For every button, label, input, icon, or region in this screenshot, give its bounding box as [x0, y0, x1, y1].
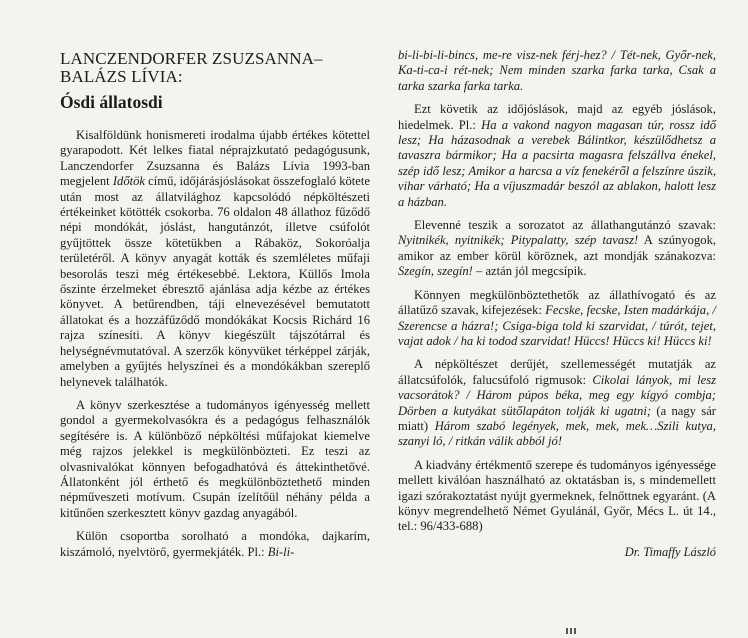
rhyme-example-continued: [398, 48, 716, 94]
book-title: Időtök: [112, 174, 146, 189]
call-examples: Fecske, fecske, Isten madárkája, / Szerencse a házra!; Csiga-biga told ki szarvidat, / túrót, tejet, vajat adok / ha ki todod szarvidat! Hüccs! Hüccs ki! Hüccs ki!: [398, 303, 716, 348]
article-title: Ósdi állatosdi: [60, 92, 163, 112]
paragraph-mockery-text-a: A népköltészet derűjét, szellemességét mutatják az állatcsúfolók, falucsúfoló rigmusok:: [398, 357, 716, 387]
sound-examples: Nyitnikék, nyitnikék; Pitypalatty, szép tavasz!: [398, 233, 639, 248]
paragraph-rhymes-text: Külön csoportba sorolható a mondóka, dajkarím, kiszámoló, nyelvtörő, gyermekjáték. Pl.:: [60, 529, 370, 559]
paragraph-calls-text: Könnyen megkülönböztethetők az állathívogató és az állatűző szavak, kifejezések:: [398, 287, 716, 318]
paragraph-mockery: [398, 357, 716, 449]
author-line-1: LANCZENDORFER ZSUZSANNA–: [60, 49, 323, 68]
signature: Dr. Timaffy László: [624, 544, 716, 559]
paragraph-forecasts: [398, 102, 716, 210]
mosquito-saying: Szegín, szegín!: [398, 264, 473, 279]
mockery-examples-b: Három szabó legények, mek, mek, mek…Szili kutya, szanyi ló, / ritkán válik abból jó!: [398, 418, 716, 449]
left-column: [60, 128, 370, 560]
paragraph-intro-text-a: Kisalföldünk honismereti irodalma újabb értékes kötettel gyarapodott. Két lelkes fiatal néprajzkutató pedagógusunk, Lanczendorfer Zsuzsanna és Balázs Lívia 1993-ban megjelent: [60, 128, 370, 189]
paragraph-sounds-text-a: Elevenné teszik a sorozatot az állathangutánzó szavak:: [414, 218, 716, 233]
paragraph-calls: [398, 288, 716, 350]
forecast-examples: Ha a vakond nagyon magasan túr, rossz idő lesz; Ha házasodnak a verebek Bálintkor, készülődhetsz a tavaszra bármikor; Ha a pacsirta magasra felszállva énekel, szép idő lesz; Amikor a harcsa a víz fenekéről a felszínre úszik, vihar várható; Ha a víjuszmadár beszól az ablakon, halott lesz a házban.: [398, 117, 716, 209]
paragraph-mockery-text-b: (a nagy sár miatt): [398, 403, 716, 433]
article-heading: [60, 50, 370, 112]
rhyme-example-text: bi-li-bi-li-bincs, me-re visz-nek férj-hez? / Tét-nek, Győr-nek, Ka-ti-ca-i rét-nek; Nem minden szarka farka tarka, Csak a tarka szarka farka tarka.: [398, 48, 716, 93]
paragraph-rhymes: [60, 529, 370, 560]
rhyme-example-start: Bi-li-: [267, 544, 295, 559]
right-column: [398, 48, 716, 560]
paragraph-sounds-text-c: – aztán jól megcsípik.: [472, 264, 587, 279]
paragraph-intro: [60, 128, 370, 390]
paragraph-sounds-text-b: A szúnyogok, amikor az ember körül köröznek, azt mondják szánakozva:: [398, 233, 717, 263]
paragraph-sounds: [398, 218, 716, 280]
paragraph-editing: A könyv szerkesztése a tudományos igényesség mellett gondol a gyermekolvasókra és a pedagógus felhasználók segítésére is. A különböző népköltési műfajokat kiemelve még rajzos jelekkel is megkülönbözteti. Ez teszi az olvasnivalókat könnyen befogadhatóvá és áttekinthetővé. Állatonként jól érthető és megkülönböztethető minden népműveszeti motívum. Csupán ízelítőül néhány példa a kitűnően szerkesztett könyv gazdag anyagából.: [60, 397, 370, 520]
mockery-examples-a: Cikolai lányok, mi lesz vacsorátok? / Három púpos béka, meg egy kígyó combja; Dörben a kutyákat sütőlapáton tolják ki ugatni;: [398, 372, 717, 418]
page-edge-mark: [566, 628, 580, 634]
paragraph-conclusion: A kiadvány értékmentő szerepe és tudományos igényessége mellett kiválóan használható az oktatásban is, s mindemellett igazi szórakoztatást nyújt gyermeknek, felnőttnek egyaránt. (A könyv megrendelhető Német Gyulánál, Győr, Mécs L. út 14., tel.: 96/433-688): [398, 457, 716, 534]
paragraph-intro-text-b: című, időjárásjóslásokat összefoglaló kötete után most az állatvilághoz kapcsolódó népköltészeti értékeinket kötötték csokorba. 76 oldalon 48 állathoz fűződő népi mondókát, jóslást, hangutánzót, illetve csúfolót gyűjtöttek össze kötetükben a Rábaköz, Sokoróalja területéről. A könyv anyagát kották és szemléletes műfaji besorolás teszi még értékesebbé. Lektora, Küllős Imola őszinte érzelmeket ébresztő ajánlása adja kézbe az értékes könyvet. A betűrendben, táji elnevezésével bemutatott állatokat és a hozzáfűződő mondókákat Kocsis Richárd 16 rajza színesíti. A könyv kiegészült tájszótárral és helységnévmutatóval. A szerzők könyvüket térképpel zárják, amelyben a gyűjtés helyszínei és a mondókákban szereplő helynevek találhatók.: [60, 174, 370, 389]
author-line-2: BALÁZS LÍVIA:: [60, 67, 183, 86]
paragraph-forecasts-text: Ezt követik az időjóslások, majd az egyéb jóslások, hiedelmek. Pl.:: [398, 102, 716, 132]
